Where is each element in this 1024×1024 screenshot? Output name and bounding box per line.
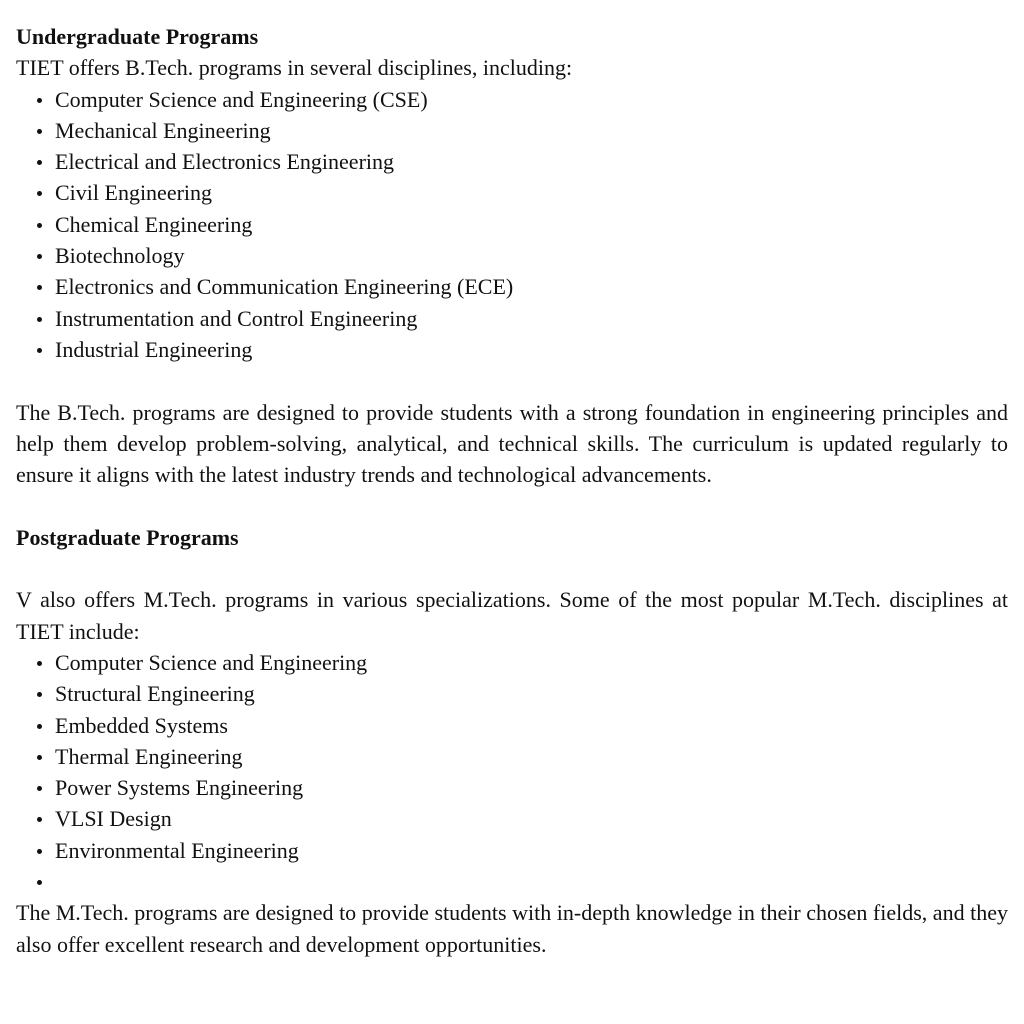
undergraduate-intro: TIET offers B.Tech. programs in several disciplines, including:: [16, 55, 573, 81]
spacer: [16, 490, 1008, 521]
spacer: [16, 365, 1008, 396]
undergraduate-program-list: [16, 84, 1008, 366]
list-item: Computer Science and Engineering: [16, 647, 1008, 678]
postgraduate-intro: V also offers M.Tech. programs in various specializations. Some of the most popular M.Tech. disciplines at TIET include:: [16, 587, 1008, 644]
list-item: Instrumentation and Control Engineering: [16, 303, 1008, 334]
list-item-empty: [16, 866, 1008, 897]
list-item: VLSI Design: [16, 803, 1008, 834]
list-item: Structural Engineering: [16, 678, 1008, 709]
postgraduate-description: The M.Tech. programs are designed to provide students with in-depth knowledge in their chosen fields, and they also offer excellent research and development opportunities.: [16, 900, 1008, 957]
list-item: Biotechnology: [16, 240, 1008, 271]
list-item: Power Systems Engineering: [16, 772, 1008, 803]
list-item: Industrial Engineering: [16, 334, 1008, 365]
list-item: Environmental Engineering: [16, 835, 1008, 866]
list-item: Civil Engineering: [16, 177, 1008, 208]
undergraduate-section: [16, 21, 1008, 490]
list-item: Electronics and Communication Engineering (ECE): [16, 271, 1008, 302]
list-item: Embedded Systems: [16, 710, 1008, 741]
list-item: Electrical and Electronics Engineering: [16, 146, 1008, 177]
list-item: Mechanical Engineering: [16, 115, 1008, 146]
document: [16, 21, 1008, 960]
spacer: [16, 553, 1008, 584]
undergraduate-description: The B.Tech. programs are designed to provide students with a strong foundation in engineering principles and help them develop problem-solving, analytical, and technical skills. The curriculum is updated regularly to ensure it aligns with the latest industry trends and technological advancements.: [16, 399, 1008, 488]
list-item: Chemical Engineering: [16, 209, 1008, 240]
postgraduate-section: [16, 522, 1008, 960]
undergraduate-heading: Undergraduate Programs: [16, 24, 259, 49]
list-item: Thermal Engineering: [16, 741, 1008, 772]
postgraduate-heading: Postgraduate Programs: [16, 524, 239, 550]
list-item: Computer Science and Engineering (CSE): [16, 84, 1008, 115]
postgraduate-program-list: [16, 647, 1008, 897]
